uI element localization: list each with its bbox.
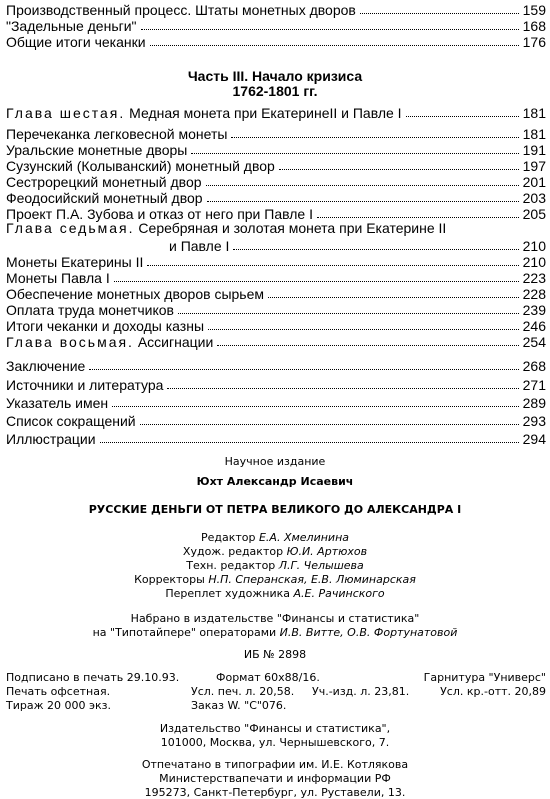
- toc-entry: [6, 270, 546, 286]
- toc-entry: [6, 34, 546, 50]
- spec-print-sheets: Усл. печ. л. 20,58.: [191, 685, 295, 698]
- editor-label: Редактор: [200, 531, 256, 544]
- typeset-operators: И.В. Витте, О.В. Фортунатовой: [279, 626, 458, 639]
- toc-leader: [217, 344, 518, 346]
- toc-leader: [89, 368, 518, 370]
- toc-entry-page: 176: [522, 34, 546, 50]
- toc-leader: [150, 44, 519, 46]
- toc-entry-title: Итоги чеканки и доходы казны: [6, 318, 205, 334]
- specs-row: [6, 699, 546, 713]
- toc-leader: [114, 280, 519, 282]
- toc-entry-page: 181: [522, 105, 546, 121]
- chapter-title: Серебряная и золотая монета при Екатерине II: [138, 220, 447, 236]
- spec-print-type: Печать офсетная.: [6, 685, 111, 698]
- toc-entry-page: 294: [522, 431, 546, 447]
- toc-entry-title: Монеты Екатерины II: [6, 254, 144, 270]
- spec-order: Заказ W. "С"076.: [191, 699, 287, 712]
- toc-entry-page: 271: [522, 377, 546, 393]
- toc-chapter6: [6, 103, 546, 222]
- part-heading-line2: 1762-1801 гг.: [232, 83, 318, 99]
- printer-line3: 195273, Санкт-Петербург, ул. Руставели, 13.: [144, 786, 406, 799]
- toc-leader: [191, 152, 518, 154]
- spec-typeface: Гарнитура "Универс": [423, 671, 546, 684]
- toc-entry: [6, 429, 546, 447]
- art-editor-label: Худож. редактор: [182, 545, 284, 558]
- chapter-label: Глава восьмая.: [6, 334, 134, 350]
- toc-entry-title: Список сокращений: [6, 413, 136, 429]
- chapter-title-cont: и Павле I: [6, 238, 231, 254]
- edition-type: Научное издание: [224, 455, 326, 468]
- author-name: Юхт Александр Исаевич: [196, 475, 354, 488]
- toc-entry-page: 203: [522, 190, 546, 206]
- toc-entry-page: 239: [522, 302, 546, 318]
- editor-line: [0, 531, 550, 544]
- toc-leader: [167, 387, 518, 389]
- art-editor-line: [0, 545, 550, 558]
- toc-entry-title: "Задельные деньги": [6, 18, 137, 34]
- chapter-heading: [6, 103, 546, 121]
- chapter-title: Ассигнации: [137, 334, 214, 350]
- cover-artist-name: А.Е. Рачинского: [293, 587, 385, 600]
- tech-editor-name: Л.Г. Челышева: [278, 559, 364, 572]
- toc-entry-title: Сузунский (Колыванский) монетный двор: [6, 158, 275, 174]
- toc-entry: [6, 411, 546, 429]
- toc-leader: [140, 423, 519, 425]
- toc-entry-title: Общие итоги чеканки: [6, 34, 146, 50]
- toc-entry-title: Иллюстрации: [6, 431, 96, 447]
- toc-entry-page: 205: [522, 206, 546, 222]
- editor-name: Е.А. Хмелинина: [258, 531, 350, 544]
- toc-entry-title: Источники и литература: [6, 377, 164, 393]
- toc-leader: [233, 248, 518, 250]
- toc-entry-page: 223: [522, 270, 546, 286]
- toc-entry: [6, 190, 546, 206]
- toc-entry-page: 228: [522, 286, 546, 302]
- proofreaders-names: Н.П. Сперанская, Е.В. Люминарская: [208, 573, 416, 586]
- toc-leader: [317, 216, 519, 218]
- toc-leader: [406, 115, 519, 117]
- toc-entry-page: 254: [522, 334, 546, 350]
- typeset-line2: [0, 626, 550, 639]
- toc-entry: [6, 174, 546, 190]
- toc-entry: [6, 18, 546, 34]
- toc-leader: [231, 136, 518, 138]
- printer-line1: Отпечатано в типографии им. И.Е. Котлякова: [141, 758, 409, 771]
- toc-chapter7: [6, 254, 546, 334]
- toc-leader: [268, 296, 519, 298]
- tech-editor-label: Техн. редактор: [186, 559, 276, 572]
- toc-leader: [141, 28, 519, 30]
- toc-entry: [6, 158, 546, 174]
- toc-entry-page: 210: [522, 238, 546, 254]
- toc-leader: [279, 168, 519, 170]
- toc-entry-page: 293: [522, 413, 546, 429]
- toc-end: [6, 354, 546, 447]
- proofreaders-label: Корректоры: [134, 573, 205, 586]
- toc-leader: [112, 405, 519, 407]
- specs-row: [6, 685, 546, 699]
- toc-leader: [178, 312, 519, 314]
- chapter-heading: [6, 220, 546, 254]
- toc-leader: [147, 264, 518, 266]
- toc-entry-title: Оплата труда монетчиков: [6, 302, 174, 318]
- toc-leader: [207, 200, 519, 202]
- toc-entry: [6, 286, 546, 302]
- toc-entry-title: Указатель имен: [6, 395, 109, 411]
- typeset-line1: Набрано в издательстве "Финансы и статистика": [130, 612, 420, 625]
- toc-top: [6, 2, 546, 50]
- toc-leader: [100, 441, 519, 443]
- specs-row: [6, 671, 546, 685]
- toc-entry: [6, 393, 546, 411]
- toc-entry-page: 289: [522, 395, 546, 411]
- chapter-label: Глава седьмая.: [6, 220, 135, 236]
- toc-entry: [6, 354, 546, 374]
- toc-entry: [6, 302, 546, 318]
- spec-run: Тираж 20 000 экз.: [6, 699, 112, 712]
- cover-artist-label: Переплет художника: [165, 587, 291, 600]
- publisher-line1: Издательство "Финансы и статистика",: [159, 722, 391, 735]
- toc-entry: [6, 254, 546, 270]
- toc-chapter8: [6, 332, 546, 350]
- book-title: РУССКИЕ ДЕНЬГИ ОТ ПЕТРА ВЕЛИКОГО ДО АЛЕКСАНДРА I: [88, 503, 462, 516]
- chapter-title: Медная монета при ЕкатеринеII и Павле I: [129, 105, 402, 121]
- proofreaders-line: [0, 573, 550, 586]
- part-heading: [0, 69, 550, 99]
- toc-entry-page: 201: [522, 174, 546, 190]
- toc-entry-page: 168: [522, 18, 546, 34]
- part-heading-line1: Часть III. Начало кризиса: [187, 68, 363, 84]
- publisher-line2: 101000, Москва, ул. Чернышевского, 7.: [160, 736, 390, 749]
- printer-line2: Министерствапечати и информации РФ: [159, 772, 391, 785]
- art-editor-name: Ю.И. Артюхов: [286, 545, 368, 558]
- toc-entry-title: Заключение: [6, 358, 86, 374]
- toc-entry-page: 159: [522, 2, 546, 18]
- toc-entry-page: 246: [522, 318, 546, 334]
- toc-entry-page: 181: [522, 126, 546, 142]
- toc-leader: [360, 12, 519, 14]
- spec-color-prints: Усл. кр.-отт. 20,89: [440, 685, 546, 698]
- toc-entry-title: Перечеканка легковесной монеты: [6, 126, 228, 142]
- chapter-label: Глава шестая.: [6, 105, 126, 121]
- toc-entry-title: Обеспечение монетных дворов сырьем: [6, 286, 264, 302]
- toc-entry: [6, 374, 546, 393]
- tech-editor-line: [0, 559, 550, 572]
- toc-entry-page: 197: [522, 158, 546, 174]
- toc-entry-page: 210: [522, 254, 546, 270]
- toc-leader: [208, 328, 519, 330]
- chapter-heading: [6, 332, 546, 350]
- spec-signed: Подписано в печать 29.10.93.: [6, 671, 180, 684]
- toc-entry-title: Монеты Павла I: [6, 270, 110, 286]
- spec-format: Формат 60х88/16.: [216, 671, 320, 684]
- toc-entry-title: Проект П.А. Зубова и отказ от него при Павле I: [6, 206, 313, 222]
- toc-entry: [6, 142, 546, 158]
- toc-entry: [6, 2, 546, 18]
- cover-artist-line: [0, 587, 550, 600]
- ib-number: ИБ № 2898: [243, 648, 307, 661]
- spec-pub-sheets: Уч.-изд. л. 23,81.: [312, 685, 410, 698]
- typeset-label: на "Типотайпере" операторами: [92, 626, 277, 639]
- toc-entry-page: 268: [522, 358, 546, 374]
- toc-entry-title: Феодосийский монетный двор: [6, 190, 203, 206]
- toc-entry-title: Уральские монетные дворы: [6, 142, 188, 158]
- toc-entry-title: Сестрорецкий монетный двор: [6, 174, 202, 190]
- toc-leader: [206, 184, 519, 186]
- print-specs: [6, 671, 546, 713]
- toc-entry: [6, 126, 546, 142]
- toc-entry-page: 191: [522, 142, 546, 158]
- toc-entry-title: Производственный процесс. Штаты монетных дворов: [6, 2, 356, 18]
